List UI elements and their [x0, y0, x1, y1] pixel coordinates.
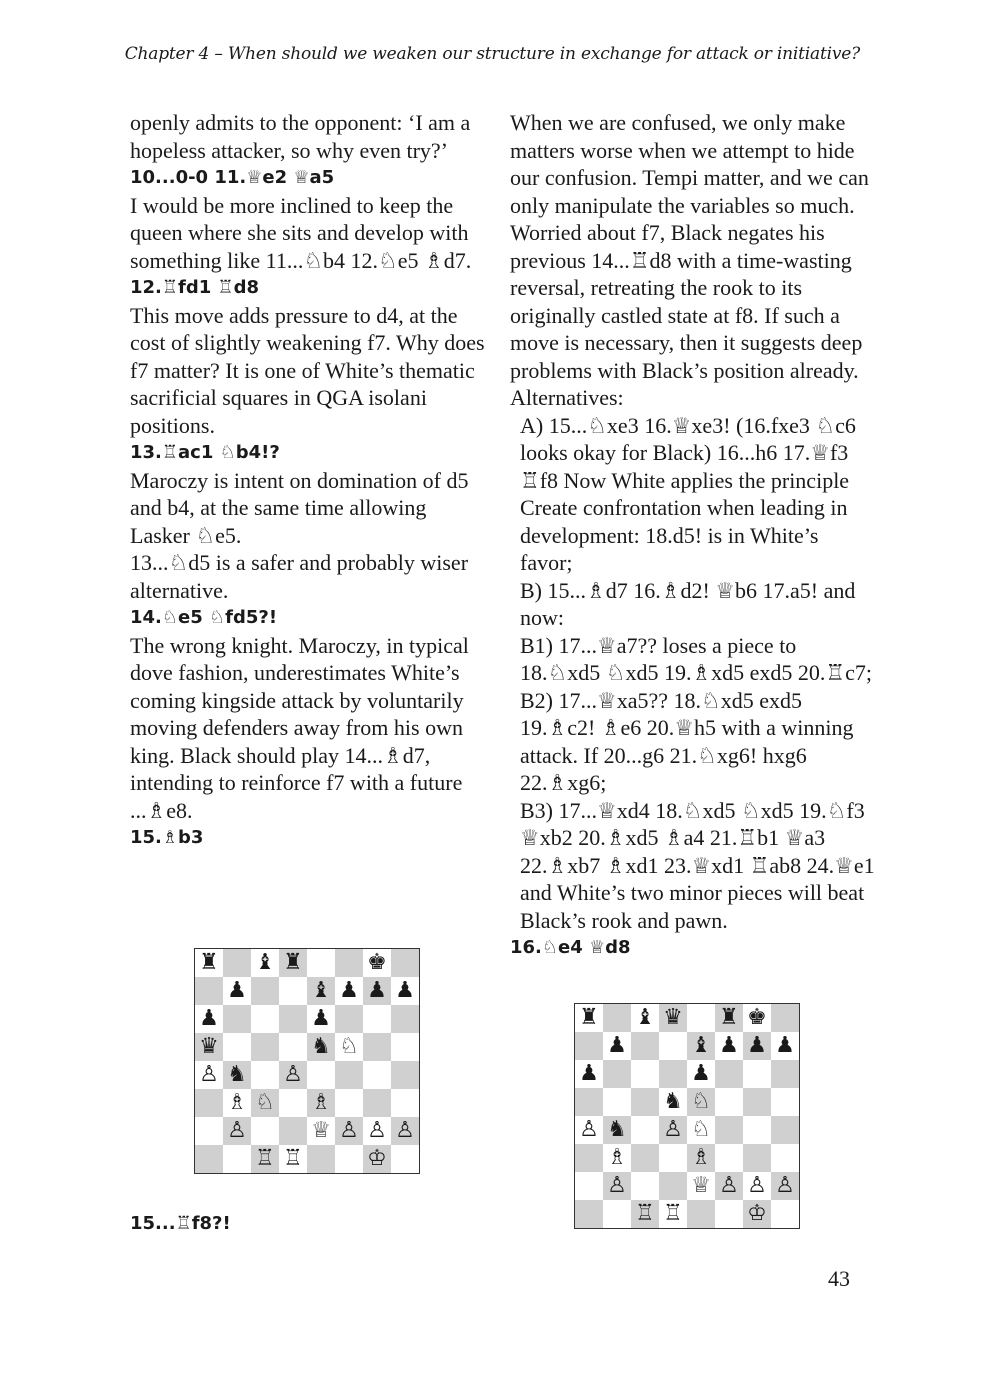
board-square	[279, 1033, 307, 1061]
paragraph: This move adds pressure to d4, at the cost of slightly weakening f7. Why does f7 matter? It is one of White’s thematic sacrificial squares in QGA isolani positions.	[130, 302, 485, 438]
board-square	[251, 1061, 279, 1089]
board-square	[335, 949, 363, 978]
chess-piece-square: ♔	[363, 1145, 391, 1174]
chess-piece-square: ♝	[307, 977, 335, 1005]
board-square	[279, 1005, 307, 1033]
chess-piece-square: ♟	[307, 1005, 335, 1033]
board-square	[631, 1060, 659, 1088]
chess-piece-square: ♟	[743, 1032, 771, 1060]
board-square	[771, 1200, 800, 1229]
board-square	[715, 1060, 743, 1088]
chess-piece-square: ♛	[659, 1004, 687, 1033]
board-square	[771, 1144, 800, 1172]
chess-piece-square: ♟	[771, 1032, 800, 1060]
board-square	[391, 1005, 420, 1033]
chess-piece-square: ♟	[195, 1005, 224, 1033]
chess-piece-square: ♙	[715, 1172, 743, 1200]
move-heading: 13.♖ac1 ♘b4!?	[130, 442, 280, 463]
board-square	[603, 1200, 631, 1229]
paragraph: B3) 17...♕xd4 18.♘xd5 ♘xd5 19.♘f3 ♕xb2 20.♗xd5 ♗a4 21.♖b1 ♕a3 22.♗xb7 ♗xd1 23.♕xd1 ♖ab8 24.♕e1 and White’s two minor pieces will beat Black’s rook and pawn.	[520, 797, 875, 933]
board-square	[715, 1116, 743, 1144]
move-heading: 14.♘e5 ♘fd5?!	[130, 607, 278, 628]
paragraph: Maroczy is intent on domination of d5 and b4, at the same time allowing Lasker ♘e5.	[130, 467, 469, 548]
board-square	[659, 1172, 687, 1200]
chess-piece-square: ♞	[659, 1088, 687, 1116]
board-square	[279, 1117, 307, 1145]
chess-piece-square: ♜	[575, 1004, 604, 1033]
board-square	[771, 1088, 800, 1116]
board-square	[715, 1200, 743, 1229]
board-square	[575, 1032, 604, 1060]
board-square	[251, 1005, 279, 1033]
chess-piece-square: ♜	[715, 1004, 743, 1033]
chess-piece-square: ♞	[307, 1033, 335, 1061]
board-square	[251, 977, 279, 1005]
board-square	[195, 1117, 224, 1145]
board-square	[307, 949, 335, 978]
chess-piece-square: ♖	[631, 1200, 659, 1229]
chess-piece-square: ♙	[223, 1117, 251, 1145]
chess-piece-square: ♗	[307, 1089, 335, 1117]
board-square	[391, 949, 420, 978]
chess-piece-square: ♗	[223, 1089, 251, 1117]
board-square	[251, 1033, 279, 1061]
move-heading: 15.♗b3	[130, 827, 204, 848]
chess-piece-square: ♛	[195, 1033, 224, 1061]
chess-piece-square: ♟	[335, 977, 363, 1005]
board-square	[251, 1117, 279, 1145]
chess-piece-square: ♜	[195, 949, 224, 978]
move-heading: 16.♘e4 ♕d8	[510, 937, 631, 958]
board-square	[603, 1060, 631, 1088]
board-square	[659, 1144, 687, 1172]
chess-piece-square: ♙	[335, 1117, 363, 1145]
chess-piece-square: ♟	[687, 1060, 715, 1088]
board-square	[223, 1145, 251, 1174]
paragraph: B) 15...♗d7 16.♗d2! ♕b6 17.a5! and now:	[520, 577, 856, 630]
board-square	[223, 1005, 251, 1033]
board-square	[391, 1033, 420, 1061]
chess-piece-square: ♖	[251, 1145, 279, 1174]
board-square	[307, 1145, 335, 1174]
chess-piece-square: ♘	[335, 1033, 363, 1061]
chess-piece-square: ♟	[223, 977, 251, 1005]
board-square	[363, 1061, 391, 1089]
chess-piece-square: ♙	[279, 1061, 307, 1089]
board-square	[659, 1060, 687, 1088]
chess-piece-square: ♖	[279, 1145, 307, 1174]
board-square	[279, 977, 307, 1005]
chess-piece-square: ♙	[363, 1117, 391, 1145]
paragraph: The wrong knight. Maroczy, in typical dove fashion, underestimates White’s coming kingside attack by voluntarily moving defenders away from his own king. Black should play 14...♗d7, intending to reinforce f7 with a future ...♗e8.	[130, 632, 469, 823]
chess-piece-square: ♙	[743, 1172, 771, 1200]
board-square	[659, 1032, 687, 1060]
board-square	[335, 1145, 363, 1174]
board-square	[391, 1145, 420, 1174]
board-square	[631, 1116, 659, 1144]
board-square	[575, 1144, 604, 1172]
chess-piece-square: ♟	[603, 1032, 631, 1060]
chess-piece-square: ♖	[659, 1200, 687, 1229]
paragraph: B1) 17...♕a7?? loses a piece to 18.♘xd5 ♘xd5 19.♗xd5 exd5 20.♖c7;	[520, 632, 873, 685]
chess-piece-square: ♙	[575, 1116, 604, 1144]
chess-diagram-2	[574, 1003, 800, 1229]
board-square	[223, 949, 251, 978]
move-heading: 10...0-0 11.♕e2 ♕a5	[130, 167, 335, 188]
paragraph: 13...♘d5 is a safer and probably wiser alternative.	[130, 550, 469, 603]
board-square	[363, 1033, 391, 1061]
board-square	[335, 1089, 363, 1117]
board-square	[631, 1032, 659, 1060]
board-square	[335, 1061, 363, 1089]
board-square	[279, 1089, 307, 1117]
board-square	[575, 1088, 604, 1116]
board-square	[575, 1172, 604, 1200]
paragraph: A) 15...♘xe3 16.♕xe3! (16.fxe3 ♘c6 looks okay for Black) 16...h6 17.♕f3 ♖f8 Now White applies the principle Create confrontation when leading in development: 18.d5! is in White’s favor;	[520, 412, 856, 575]
board-square	[687, 1200, 715, 1229]
board-square	[715, 1088, 743, 1116]
board-square	[335, 1005, 363, 1033]
left-column	[130, 109, 485, 852]
chess-piece-square: ♟	[575, 1060, 604, 1088]
board-square	[771, 1116, 800, 1144]
chess-piece-square: ♟	[391, 977, 420, 1005]
chess-piece-square: ♜	[279, 949, 307, 978]
board-square	[631, 1088, 659, 1116]
chess-piece-square: ♙	[603, 1172, 631, 1200]
chess-piece-square: ♚	[743, 1004, 771, 1033]
board-square	[391, 1061, 420, 1089]
board-square	[195, 977, 224, 1005]
chess-piece-square: ♕	[687, 1172, 715, 1200]
chess-piece-square: ♟	[715, 1032, 743, 1060]
board-square	[715, 1144, 743, 1172]
paragraph: openly admits to the opponent: ‘I am a hopeless attacker, so why even try?’	[130, 110, 471, 163]
paragraph: I would be more inclined to keep the queen where she sits and develop with something like 11...♘b4 12.♘e5 ♗d7.	[130, 192, 472, 273]
board-square	[603, 1088, 631, 1116]
chess-piece-square: ♔	[743, 1200, 771, 1229]
chess-piece-square: ♗	[603, 1144, 631, 1172]
board-square	[771, 1060, 800, 1088]
chess-piece-square: ♞	[603, 1116, 631, 1144]
board-square	[575, 1200, 604, 1229]
board-square	[363, 1089, 391, 1117]
board-square	[743, 1060, 771, 1088]
board-square	[363, 1005, 391, 1033]
board-square	[195, 1089, 224, 1117]
running-header: Chapter 4 – When should we weaken our structure in exchange for attack or initiative?	[124, 44, 860, 64]
board-square	[687, 1004, 715, 1033]
move-heading: 12.♖fd1 ♖d8	[130, 277, 260, 298]
move-heading: 15...♖f8?!	[130, 1213, 231, 1234]
board-square	[223, 1033, 251, 1061]
board-square	[391, 1089, 420, 1117]
board-square	[631, 1172, 659, 1200]
chess-piece-square: ♕	[307, 1117, 335, 1145]
chess-piece-square: ♘	[251, 1089, 279, 1117]
chess-piece-square: ♝	[631, 1004, 659, 1033]
chess-piece-square: ♙	[195, 1061, 224, 1089]
board-square	[631, 1144, 659, 1172]
chess-piece-square: ♙	[771, 1172, 800, 1200]
paragraph: B2) 17...♕xa5?? 18.♘xd5 exd5 19.♗c2! ♗e6 20.♕h5 with a winning attack. If 20...g6 21.♘xg6! hxg6 22.♗xg6;	[520, 687, 854, 795]
right-column	[510, 109, 875, 962]
board-square	[743, 1116, 771, 1144]
chess-piece-square: ♞	[223, 1061, 251, 1089]
chess-piece-square: ♚	[363, 949, 391, 978]
board-square	[603, 1004, 631, 1033]
chess-piece-square: ♘	[687, 1116, 715, 1144]
paragraph: When we are confused, we only make matters worse when we attempt to hide our confusion. Tempi matter, and we can only manipulate the variables so much. Worried about f7, Black negates his previous 14...♖d8 with a time-wasting reversal, retreating the rook to its originally castled state at f8. If such a move is necessary, then it suggests deep problems with Black’s position already. Alternatives:	[510, 110, 869, 410]
page-number: 43	[828, 1266, 850, 1291]
chess-piece-square: ♝	[251, 949, 279, 978]
chess-piece-square: ♙	[391, 1117, 420, 1145]
board-square	[743, 1088, 771, 1116]
chess-piece-square: ♙	[659, 1116, 687, 1144]
chess-piece-square: ♝	[687, 1032, 715, 1060]
board-square	[307, 1061, 335, 1089]
board-square	[743, 1144, 771, 1172]
chess-diagram-1	[194, 948, 420, 1174]
board-square	[195, 1145, 224, 1174]
board-square	[771, 1004, 800, 1033]
chess-piece-square: ♗	[687, 1144, 715, 1172]
chess-piece-square: ♟	[363, 977, 391, 1005]
chess-piece-square: ♘	[687, 1088, 715, 1116]
